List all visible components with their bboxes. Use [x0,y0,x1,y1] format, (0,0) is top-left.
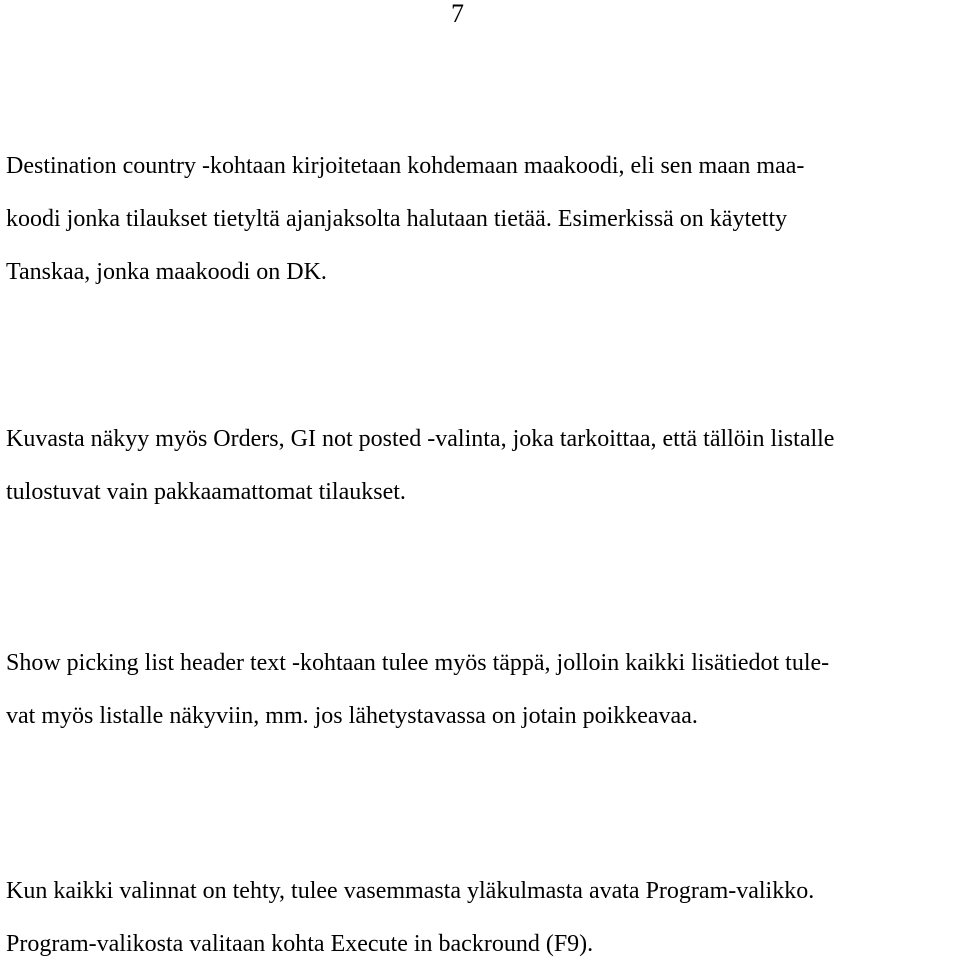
paragraph-program-menu [6,865,951,971]
paragraph-picking-list-header [6,637,951,743]
paragraph-destination-country [6,140,951,299]
paragraph-line: Kuvasta näkyy myös Orders, GI not posted -valinta, joka tarkoittaa, että tällöin listalle [6,426,835,452]
paragraph-line: Show picking list header text -kohtaan tulee myös täppä, jolloin kaikki lisätiedot tule- [6,650,830,676]
paragraph-line: Destination country -kohtaan kirjoitetaan kohdemaan maakoodi, eli sen maan maa- [6,153,805,179]
paragraph-line: vat myös listalle näkyviin, mm. jos lähetystavassa on jotain poikkeavaa. [6,703,698,729]
paragraph-line: Program-valikosta valitaan kohta Execute in backround (F9). [6,931,594,957]
paragraph-line: Tanskaa, jonka maakoodi on DK. [6,259,327,285]
paragraph-orders-gi-not-posted [6,413,951,519]
page-number: 7 [451,0,464,28]
paragraph-line: Kun kaikki valinnat on tehty, tulee vasemmasta yläkulmasta avata Program-valikko. [6,878,815,904]
paragraph-line: tulostuvat vain pakkaamattomat tilaukset. [6,479,406,505]
paragraph-line: koodi jonka tilaukset tietyltä ajanjaksolta halutaan tietää. Esimerkissä on käytetty [6,206,788,232]
